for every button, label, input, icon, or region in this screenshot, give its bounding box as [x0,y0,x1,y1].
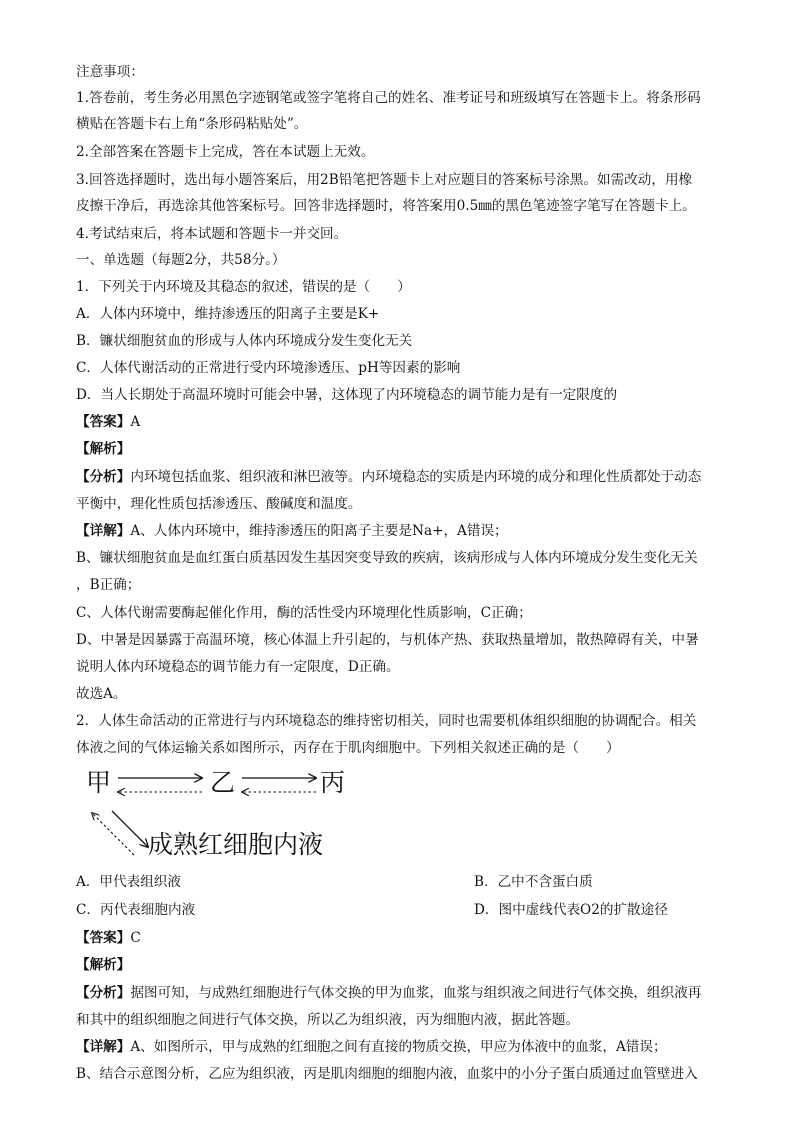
term-yi: 乙 [210,768,236,797]
q1-detail-d-cont: 说明人体内环境稳态的调节能力有一定限度，D正确。 [76,659,400,675]
q2-detail: 【详解】A、如图所示，甲与成熟的红细胞之间有直接的物质交换，甲应为体液中的血浆，A错误； [76,1039,667,1055]
q2-fenxi: 【分析】据图可知，与成熟红细胞进行气体交换的甲为血浆，血浆与组织液之间进行气体交换，组织液再 [76,985,702,1001]
q1-answer [76,412,736,432]
q2-options-row-2 [76,900,736,920]
term-jia: 甲 [86,768,112,797]
notice-item: 横贴在答题卡右上角“条形码粘贴处”。 [76,116,308,132]
q1-stem: 1．下列关于内环境及其稳态的叙述，错误的是（ ） [76,279,411,295]
notice-item: 皮擦干净后，再选涂其他答案标号。回答非选择题时，将答案用0.5㎜的黑色笔迹签字笔写在答题卡上。 [76,198,696,214]
q1-option-d: D．当人长期处于高温环境时可能会中暑，这体现了内环境稳态的调节能力是有一定限度的 [76,387,618,403]
q1-option-a: A．人体内环境中，维持渗透压的阳离子主要是K+ [76,306,380,322]
q1-detail-b-cont: ，B正确； [76,577,141,593]
term-bing: 丙 [320,768,346,797]
notice-item: 2.全部答案在答题卡上完成，答在本试题上无效。 [76,144,375,160]
notice-item: 3.回答选择题时，选出每小题答案后，用2B铅笔把答题卡上对应题目的答案标号涂黑。如需改动，用橡 [76,172,693,188]
q1-fenxi: 【分析】内环境包括血浆、组织液和淋巴液等。内环境稳态的实质是内环境的成分和理化性质都处于动态 [76,469,702,485]
notice-item: 1.答卷前，考生务必用黑色字迹钢笔或签字笔将自己的姓名、准考证号和班级填写在答题卡上。将条形码 [76,90,701,106]
q1-detail-b: B、镰状细胞贫血是血红蛋白质基因发生基因突变导致的疾病，该病形成与人体内环境成分发生变化无关 [76,550,698,566]
q1-conclusion: 故选A。 [76,686,127,702]
arrow-jia-to-rbc [112,811,148,847]
q1-detail-c: C、人体代谢需要酶起催化作用，酶的活性受内环境理化性质影响，C正确； [76,605,532,621]
q2-option-b: B．乙中不含蛋白质 [474,874,593,890]
notice-heading: 注意事项： [76,64,144,80]
q1-fenxi-cont: 平衡中，理化性质包括渗透压、酸碱度和温度。 [76,496,362,512]
section-title: 一、单选题（每题2分，共58分。） [76,252,286,268]
answer-value: A [130,414,141,430]
gas-exchange-diagram [84,765,374,865]
q2-stem: 2．人体生命活动的正常进行与内环境稳态的维持密切相关，同时也需要机体组织细胞的协调配合。相关 [76,713,697,729]
q2-fenxi-cont: 和其中的组织细胞之间进行气体交换，所以乙为组织液，丙为细胞内液，据此答题。 [76,1012,579,1028]
q2-option-c: C．丙代表细胞内液 [76,902,196,918]
q2-analysis-tag: 【解析】 [76,957,131,973]
q1-option-b: B．镰状细胞贫血的形成与人体内环境成分发生变化无关 [76,333,413,349]
answer-tag: 【答案】 [76,414,131,430]
q2-options-row-1 [76,872,736,892]
notice-item: 4.考试结束后，将本试题和答题卡一并交回。 [76,226,348,242]
q1-option-c: C．人体代谢活动的正常进行受内环境渗透压、pH等因素的影响 [76,360,461,376]
q2-answer: 【答案】C [76,930,141,946]
q2-stem-cont: 体液之间的气体运输关系如图所示，丙存在于肌肉细胞中。下列相关叙述正确的是（ ） [76,740,620,756]
q2-detail-b: B、结合示意图分析，乙应为组织液，丙是肌肉细胞的细胞内液，血浆中的小分子蛋白质通过血管壁进入 [76,1066,698,1082]
dashed-arrow-rbc-to-jia [92,813,134,855]
q2-option-a: A．甲代表组织液 [76,874,181,890]
term-rbc-fluid: 成熟红细胞内液 [148,830,324,859]
q1-detail-d: D、中暑是因暴露于高温环境，核心体温上升引起的，与机体产热、获取热量增加，散热障碍有关，中暑 [76,632,699,648]
q1-detail: 【详解】A、人体内环境中，维持渗透压的阳离子主要是Na+，A错误； [76,523,508,539]
q1-analysis-tag: 【解析】 [76,441,131,457]
q2-option-d: D．图中虚线代表O2的扩散途径 [474,902,668,918]
